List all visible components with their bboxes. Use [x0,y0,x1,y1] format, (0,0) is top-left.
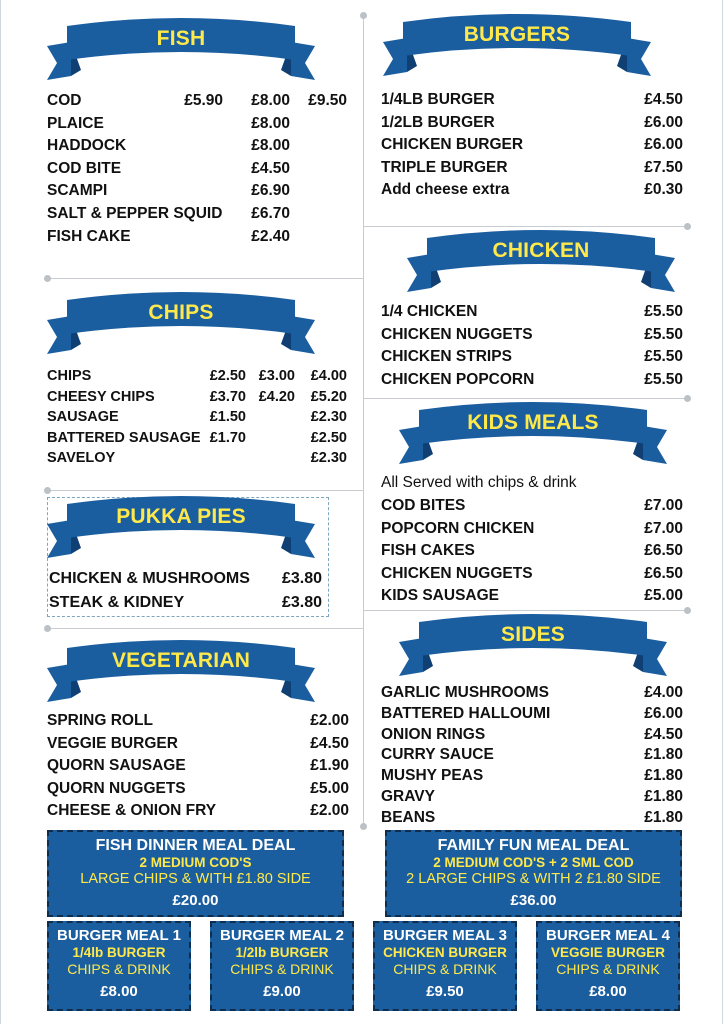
item-name: CHEESE & ONION FRY [47,802,217,820]
item-price: £3.80 [281,594,322,611]
divider-dot [684,607,691,614]
menu-item [47,712,351,735]
menu-item [49,570,324,594]
menu-item [47,182,351,205]
item-name: SAUSAGE [47,409,119,426]
item-price: £6.00 [644,136,683,154]
item-name: CHICKEN STRIPS [381,348,512,366]
divider-dot [684,395,691,402]
item-name: GARLIC MUSHROOMS [381,684,549,701]
fish-list [47,92,351,250]
item-price: £1.80 [644,746,683,764]
deal-line: 1/4lb BURGER [72,945,166,960]
deal-title: FISH DINNER MEAL DEAL [95,837,296,854]
chicken-list [381,303,685,393]
menu-item [381,348,685,371]
item-price: £1.80 [644,787,683,805]
menu-item [381,114,685,137]
menu-item [47,368,351,389]
item-price: £6.50 [644,564,683,582]
item-price: £6.50 [644,542,683,560]
menu-item [381,326,685,349]
item-price: £2.50 [209,368,246,384]
item-price: £8.00 [251,137,290,155]
deal-line: 1/2lb BURGER [235,945,329,960]
kids-meals-note: All Served with chips & drink [381,474,577,491]
deal-price: £9.00 [263,982,301,1000]
item-price: £7.50 [644,158,683,176]
item-name: PLAICE [47,114,104,132]
item-name: QUORN NUGGETS [47,779,186,797]
item-name: 1/2LB BURGER [381,113,495,131]
item-price: £2.30 [310,450,347,467]
item-name: CHICKEN NUGGETS [381,325,533,343]
menu-item [381,788,685,809]
section-divider [363,226,687,227]
deal-line: 2 MEDIUM COD'S [139,855,252,871]
item-price: £9.50 [308,92,347,109]
menu-item [381,587,685,610]
section-title: KIDS MEALS [467,411,599,434]
section-divider [363,610,687,611]
deal-price: £8.00 [589,982,627,1000]
item-name: STEAK & KIDNEY [49,594,185,611]
item-name: TRIPLE BURGER [381,158,508,176]
divider-dot [360,12,367,19]
item-price: £2.50 [310,429,347,446]
burgers-list [381,91,685,204]
item-name: HADDOCK [47,137,127,155]
item-name: CHICKEN NUGGETS [381,564,533,582]
menu-item [47,780,351,803]
deal-line: 2 LARGE CHIPS & WITH 2 £1.80 SIDE [406,871,661,888]
item-name: KIDS SAUSAGE [381,587,499,605]
deal-price: £20.00 [172,891,219,909]
item-price: £2.00 [310,802,349,820]
item-name: COD [47,92,82,109]
menu-item [381,746,685,767]
item-name: CHEESY CHIPS [47,388,155,405]
fish-dinner-meal-deal [47,830,344,917]
menu-item [381,303,685,326]
item-price: £4.50 [644,725,683,743]
deal-title: BURGER MEAL 1 [57,927,181,944]
section-title: CHICKEN [492,239,590,262]
item-name: BATTERED HALLOUMI [381,704,551,722]
deal-line: 2 MEDIUM COD'S + 2 SML COD [433,855,634,871]
menu-item [47,409,351,430]
item-name: COD BITES [381,497,466,514]
menu-item [47,735,351,758]
item-price: £6.00 [644,704,683,722]
menu-item [49,594,324,618]
menu-item [47,92,351,115]
deal-title: BURGER MEAL 4 [546,927,670,944]
menu-item [47,137,351,160]
item-name: GRAVY [381,787,435,805]
item-price: £4.50 [644,91,683,108]
item-price: £5.20 [310,388,347,405]
item-name: CHIPS [47,368,92,384]
menu-item [47,228,351,251]
menu-item [381,726,685,747]
item-name: ONION RINGS [381,725,486,743]
item-name: FISH CAKE [47,227,131,245]
menu-item [381,371,685,394]
item-name: Add cheese extra [381,181,510,199]
divider-dot [684,223,691,230]
sides-banner [397,614,669,682]
column-divider [363,14,364,826]
menu-item [47,115,351,138]
item-price: £8.00 [251,114,290,132]
divider-dot [44,625,51,632]
item-name: FISH CAKES [381,542,475,560]
fish-banner [45,18,317,86]
kids-meals-banner [397,402,669,470]
deal-line: CHIPS & DRINK [556,961,660,978]
section-divider [47,490,363,491]
deal-line: VEGGIE BURGER [550,945,666,960]
menu-item [381,136,685,159]
item-price: £7.00 [644,519,683,537]
item-price: £6.70 [251,204,290,222]
section-title: PUKKA PIES [116,505,246,528]
deal-price: £9.50 [426,982,464,1000]
deal-line: CHIPS & DRINK [67,961,171,978]
menu-item [47,450,351,471]
deal-line: CHIPS & DRINK [393,961,497,978]
item-name: 1/4 CHICKEN [381,303,478,320]
section-title: CHIPS [148,301,214,324]
item-price: £1.70 [209,429,246,446]
divider-dot [44,487,51,494]
item-price: £3.70 [209,388,246,405]
menu-item [381,91,685,114]
item-name: CHICKEN BURGER [381,136,524,154]
item-price: £8.00 [251,92,290,109]
item-name: SALT & PEPPER SQUID [47,204,223,222]
item-price: £4.00 [644,684,683,701]
item-name: BATTERED SAUSAGE [47,429,201,446]
item-name: QUORN SAUSAGE [47,757,186,775]
pies-list [49,570,324,618]
section-title: FISH [156,27,206,50]
burgers-banner [381,14,653,82]
chips-list [47,368,351,471]
section-divider [47,628,363,629]
deal-price: £36.00 [510,891,557,909]
item-price: £4.50 [251,159,290,177]
item-price: £1.80 [644,767,683,785]
section-title: BURGERS [463,23,571,46]
item-price: £3.80 [281,570,322,587]
deal-line: LARGE CHIPS & WITH £1.80 SIDE [80,871,311,888]
item-price: £1.80 [644,808,683,826]
item-price: £1.50 [209,409,246,426]
item-price: £3.00 [258,368,295,384]
menu-item [381,181,685,204]
family-fun-meal-deal [385,830,682,917]
item-price: £7.00 [644,497,683,514]
item-price: £4.00 [310,368,347,384]
menu-item [381,159,685,182]
deal-line: CHIPS & DRINK [230,961,334,978]
chips-banner [45,292,317,360]
item-price: £5.00 [310,779,349,797]
sides-list [381,684,685,830]
menu-item [381,684,685,705]
section-divider [363,398,687,399]
item-name: MUSHY PEAS [381,767,484,785]
menu-item [47,430,351,451]
section-title: SIDES [500,623,566,646]
menu-item [47,389,351,410]
item-price: £6.90 [251,182,290,200]
deal-title: FAMILY FUN MEAL DEAL [437,837,630,854]
menu-item [381,705,685,726]
menu-item [381,809,685,830]
item-name: VEGGIE BURGER [47,734,178,752]
item-name: COD BITE [47,159,122,177]
burger-meal-3 [373,921,517,1011]
section-title: VEGETARIAN [111,649,251,672]
pies-banner [45,496,317,564]
menu-item [47,802,351,825]
item-price: £0.30 [644,181,683,199]
deal-line: CHICKEN BURGER [383,945,507,960]
deal-title: BURGER MEAL 3 [383,927,507,944]
item-name: 1/4LB BURGER [381,91,495,108]
vegetarian-banner [45,640,317,708]
menu-item [381,565,685,588]
item-name: SPRING ROLL [47,712,153,729]
item-price: £2.00 [310,712,349,729]
item-price: £5.50 [644,303,683,320]
menu-item [381,767,685,788]
item-price: £2.30 [310,409,347,426]
menu-item [47,205,351,228]
menu-item [381,520,685,543]
menu-item [381,542,685,565]
menu-item [47,757,351,780]
item-price: £5.00 [644,587,683,605]
chicken-banner [405,230,677,298]
item-price: £1.90 [310,757,349,775]
item-price: £5.90 [184,92,223,109]
burger-meal-2 [210,921,354,1011]
item-price: £5.50 [644,370,683,388]
deal-title: BURGER MEAL 2 [220,927,344,944]
item-price: £6.00 [644,113,683,131]
item-name: CHICKEN & MUSHROOMS [49,570,250,587]
menu-item [47,160,351,183]
item-name: POPCORN CHICKEN [381,519,535,537]
item-name: SCAMPI [47,182,108,200]
item-price: £4.50 [310,734,349,752]
divider-dot [44,275,51,282]
item-name: SAVELOY [47,450,116,467]
vegetarian-list [47,712,351,825]
item-name: BEANS [381,808,436,826]
item-name: CHICKEN POPCORN [381,370,535,388]
item-name: CURRY SAUCE [381,746,494,764]
item-price: £2.40 [251,227,290,245]
kids-list [381,497,685,610]
section-divider [47,278,363,279]
burger-meal-1 [47,921,191,1011]
deal-price: £8.00 [100,982,138,1000]
burger-meal-4 [536,921,680,1011]
menu-item [381,497,685,520]
item-price: £4.20 [258,388,295,405]
divider-dot [360,823,367,830]
item-price: £5.50 [644,348,683,366]
item-price: £5.50 [644,325,683,343]
